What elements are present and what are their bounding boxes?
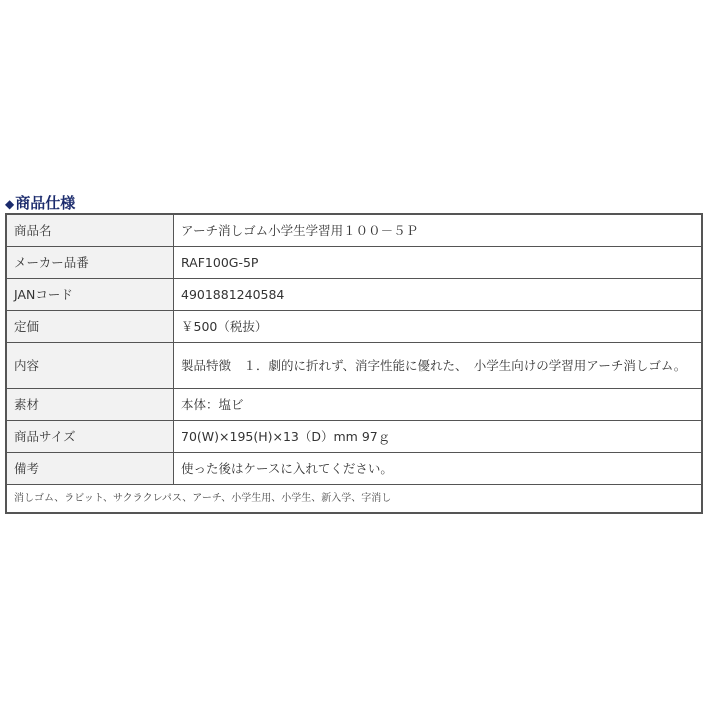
row-label-price: 定価: [6, 311, 174, 343]
row-value-contents: 製品特徴 １．劇的に折れず、消字性能に優れた、 小学生向けの学習用アーチ消しゴム。: [174, 343, 703, 389]
row-value-maker-code: RAF100G-5P: [174, 247, 703, 279]
tags-row: [6, 485, 702, 514]
product-spec-section: [5, 193, 703, 514]
row-label-jan-code: JANコード: [6, 279, 174, 311]
table-row: [6, 214, 702, 247]
row-value-material: 本体：塩ビ: [174, 389, 703, 421]
diamond-icon: ◆: [5, 197, 15, 211]
row-value-notes: 使った後はケースに入れてください。: [174, 453, 703, 485]
table-row: [6, 453, 702, 485]
table-row: [6, 389, 702, 421]
section-heading: [5, 193, 703, 213]
row-label-notes: 備考: [6, 453, 174, 485]
table-row: [6, 247, 702, 279]
row-value-product-name: アーチ消しゴム小学生学習用１００－５Ｐ: [174, 214, 703, 247]
tags-text: 消しゴム、ラビット、サクラクレパス、アーチ、小学生用、小学生、新入学、字消し: [6, 485, 702, 514]
table-row: [6, 279, 702, 311]
row-label-material: 素材: [6, 389, 174, 421]
table-row: [6, 343, 702, 389]
row-value-size: 70(W)×195(H)×13（D）mm 97ｇ: [174, 421, 703, 453]
row-label-maker-code: メーカー品番: [6, 247, 174, 279]
row-value-jan-code: 4901881240584: [174, 279, 703, 311]
section-title-text: 商品仕様: [15, 194, 76, 212]
row-label-product-name: 商品名: [6, 214, 174, 247]
table-row: [6, 311, 702, 343]
row-value-price: ￥500（税抜）: [174, 311, 703, 343]
spec-table: [5, 213, 703, 514]
row-label-size: 商品サイズ: [6, 421, 174, 453]
row-label-contents: 内容: [6, 343, 174, 389]
table-row: [6, 421, 702, 453]
